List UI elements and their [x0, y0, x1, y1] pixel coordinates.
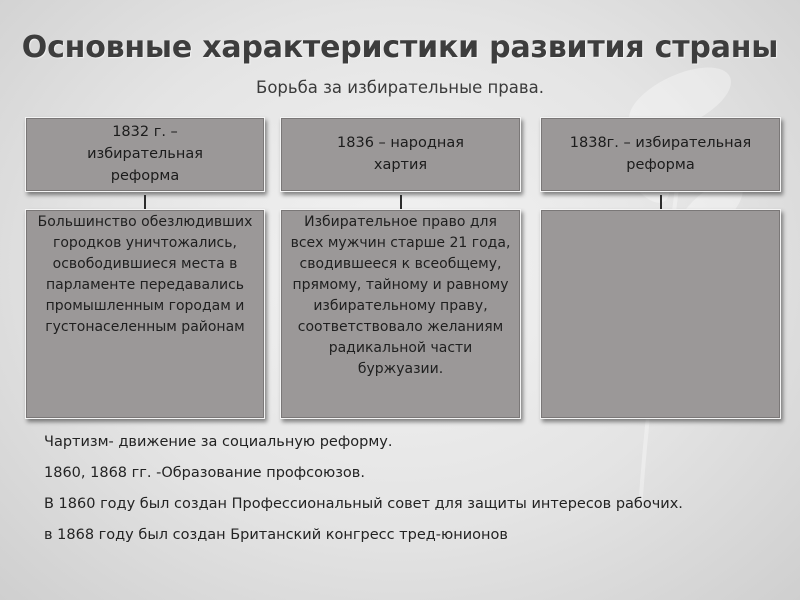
body-text-1836: Избирательное право для всех мужчин старше 21 года, сводившееся к всеобщему, прямому, тайному и равному избирательному праву, соответствовало желаниям радикальной части буржуазии.: [290, 214, 511, 377]
body-box-1836: [280, 209, 521, 419]
header-1836-line: 1836 – народная: [337, 135, 464, 151]
page-subtitle: Борьба за избирательные права.: [256, 78, 544, 97]
note-item: в 1868 году был создан Британский конгресс тред-юнионов: [44, 527, 508, 543]
connector-line: [400, 195, 402, 209]
connector-line: [144, 195, 146, 209]
body-box-1838: [540, 209, 781, 419]
body-box-1832: [25, 209, 265, 419]
header-box-1836: [280, 117, 521, 192]
page-title: Основные характеристики развития страны: [21, 30, 779, 65]
note-item: В 1860 году был создан Профессиональный совет для защиты интересов рабочих.: [44, 496, 683, 512]
notes-list: [44, 431, 744, 555]
header-1838-line: 1838г. – избирательная: [569, 135, 752, 151]
header-1832-line: реформа: [110, 168, 180, 184]
body-text-1832: Большинство обезлюдивших городков уничтожались, освободившиеся места в парламенте передавались промышленным городам и густонаселенным районам: [37, 214, 253, 335]
header-1838-line: реформа: [626, 157, 695, 173]
header-box-1832: [25, 117, 265, 192]
header-box-1838: [540, 117, 781, 192]
header-1832-line: 1832 г. –: [112, 124, 178, 140]
note-item: Чартизм- движение за социальную реформу.: [44, 434, 393, 450]
note-item: 1860, 1868 гг. -Образование профсоюзов.: [44, 465, 365, 481]
connector-line: [660, 195, 662, 209]
header-1832-line: избирательная: [87, 146, 203, 162]
header-1836-line: хартия: [373, 157, 428, 173]
